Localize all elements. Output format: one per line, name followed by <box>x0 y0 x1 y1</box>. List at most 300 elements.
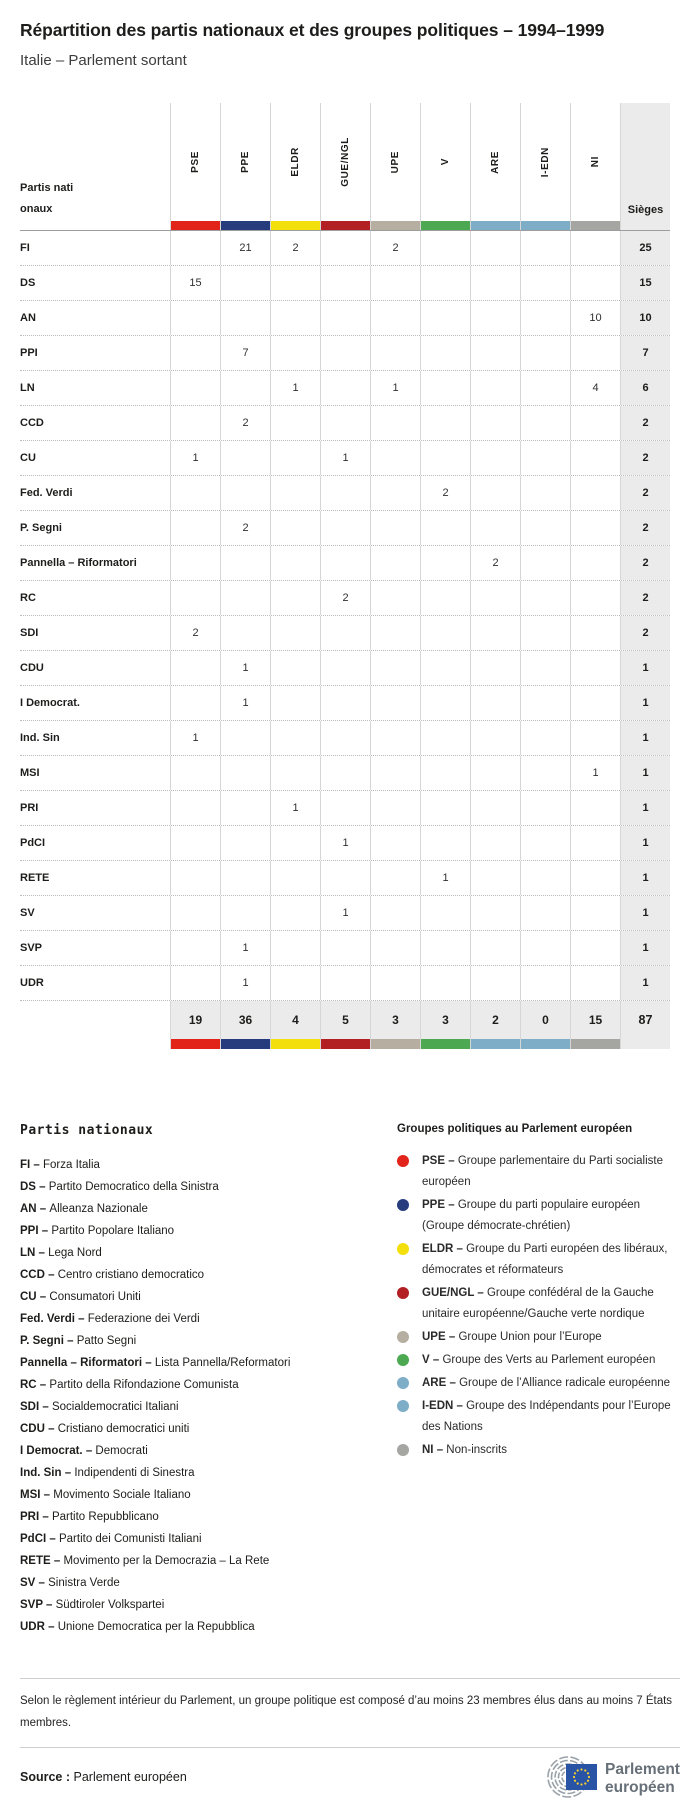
group-description <box>422 1327 602 1348</box>
groups-legend-heading: Groupes politiques au Parlement européen <box>397 1123 633 1135</box>
seats-cell: 2 <box>620 616 670 650</box>
group-color-dot-icon <box>397 1155 409 1167</box>
party-label: SV <box>20 907 35 919</box>
color-bar-are <box>470 221 520 230</box>
group-legend-item <box>397 1396 680 1438</box>
value-cell <box>520 336 570 370</box>
party-name: Consumatori Uniti <box>49 1291 141 1303</box>
value-cell <box>220 371 270 405</box>
value-cell <box>520 371 570 405</box>
party-legend-item <box>20 1264 361 1286</box>
value-cell: 2 <box>470 546 520 580</box>
value-cell <box>520 791 570 825</box>
party-name: Indipendenti di Sinestra <box>74 1467 195 1479</box>
source-line <box>20 1770 187 1784</box>
total-cell: 15 <box>570 1001 620 1039</box>
value-cell: 15 <box>170 266 220 300</box>
party-abbr: MSI – <box>20 1489 54 1501</box>
value-cell <box>570 616 620 650</box>
value-cell <box>420 896 470 930</box>
party-name: Lista Pannella/Reformatori <box>154 1357 291 1369</box>
value-cell <box>370 791 420 825</box>
table-row <box>20 930 670 965</box>
group-legend-item <box>397 1440 680 1461</box>
party-label: CCD <box>20 417 44 429</box>
value-cell <box>420 686 470 720</box>
party-abbr: I Democrat. – <box>20 1445 96 1457</box>
value-cell <box>570 721 620 755</box>
party-abbr: PdCI – <box>20 1533 59 1545</box>
value-cell: 2 <box>270 231 320 265</box>
value-cell <box>470 266 520 300</box>
value-cell <box>520 931 570 965</box>
party-name: Partito della Rifondazione Comunista <box>49 1379 239 1391</box>
value-cell <box>170 861 220 895</box>
value-cell <box>170 476 220 510</box>
value-cell <box>220 861 270 895</box>
value-cell <box>570 791 620 825</box>
column-header-v <box>420 103 470 221</box>
party-legend-item <box>20 1594 361 1616</box>
column-header-label: GUE/NGL <box>340 137 351 187</box>
party-abbr: P. Segni – <box>20 1335 77 1347</box>
table-row <box>20 650 670 685</box>
party-legend-item <box>20 1374 361 1396</box>
value-cell <box>420 721 470 755</box>
seats-cell: 1 <box>620 861 670 895</box>
value-cell <box>370 616 420 650</box>
table-row <box>20 440 670 475</box>
party-legend-item <box>20 1308 361 1330</box>
party-legend-item <box>20 1176 361 1198</box>
group-color-dot-icon <box>397 1199 409 1211</box>
value-cell <box>320 721 370 755</box>
value-cell <box>570 966 620 1000</box>
party-legend-item <box>20 1506 361 1528</box>
party-legend-item <box>20 1528 361 1550</box>
group-color-bar-top <box>20 221 670 231</box>
parties-legend-heading: Partis nationaux <box>20 1123 154 1138</box>
table-row <box>20 720 670 755</box>
value-cell <box>570 336 620 370</box>
color-bar-guengl <box>320 221 370 230</box>
party-label: SDI <box>20 627 39 639</box>
party-name: Lega Nord <box>48 1247 102 1259</box>
value-cell <box>270 616 320 650</box>
group-legend-item <box>397 1283 680 1325</box>
logo-text-line2: européen <box>605 1779 675 1796</box>
value-cell <box>170 966 220 1000</box>
party-label: CDU <box>20 662 44 674</box>
party-legend-item <box>20 1330 361 1352</box>
source-label: Source : <box>20 1770 71 1784</box>
color-bar-v <box>420 221 470 230</box>
value-cell: 1 <box>220 686 270 720</box>
value-cell <box>170 546 220 580</box>
value-cell <box>420 546 470 580</box>
party-label: CU <box>20 452 36 464</box>
groups-legend-list <box>397 1151 680 1461</box>
group-name: Groupe des Verts au Parlement européen <box>442 1354 656 1366</box>
value-cell <box>220 546 270 580</box>
value-cell <box>470 231 520 265</box>
value-cell <box>570 546 620 580</box>
value-cell <box>370 336 420 370</box>
value-cell <box>170 336 220 370</box>
value-cell <box>420 756 470 790</box>
party-legend-item <box>20 1286 361 1308</box>
parties-legend-list <box>20 1154 361 1638</box>
value-cell <box>420 441 470 475</box>
table-row <box>20 825 670 860</box>
seats-cell: 1 <box>620 791 670 825</box>
party-name: Partito Repubblicano <box>51 1511 159 1523</box>
group-abbr: NI – <box>422 1444 447 1456</box>
value-cell: 2 <box>420 476 470 510</box>
value-cell <box>220 896 270 930</box>
value-cell <box>320 231 370 265</box>
table-row <box>20 475 670 510</box>
group-name: Groupe confédéral de la Gauche unitaire européenne/Gauche verte nordique <box>422 1287 654 1320</box>
value-cell <box>520 406 570 440</box>
party-legend-item <box>20 1352 361 1374</box>
total-cell: 19 <box>170 1001 220 1039</box>
seats-cell: 6 <box>620 371 670 405</box>
value-cell <box>220 616 270 650</box>
value-cell <box>170 756 220 790</box>
value-cell <box>270 476 320 510</box>
group-legend-item <box>397 1373 680 1394</box>
bar-spacer <box>20 1039 170 1049</box>
party-legend-item <box>20 1484 361 1506</box>
value-cell <box>370 301 420 335</box>
party-abbr: SVP – <box>20 1599 56 1611</box>
party-legend-item <box>20 1198 361 1220</box>
value-cell <box>370 546 420 580</box>
party-abbr: FI – <box>20 1159 44 1171</box>
value-cell: 2 <box>220 511 270 545</box>
value-cell <box>220 301 270 335</box>
party-name: Socialdemocratici Italiani <box>51 1401 179 1413</box>
value-cell <box>170 406 220 440</box>
value-cell: 2 <box>320 581 370 615</box>
group-abbr: ELDR – <box>422 1243 467 1255</box>
seats-cell: 1 <box>620 756 670 790</box>
value-cell <box>420 651 470 685</box>
page-subtitle: Italie – Parlement sortant <box>20 52 187 69</box>
value-cell: 1 <box>170 441 220 475</box>
party-legend-item <box>20 1440 361 1462</box>
source-value: Parlement européen <box>73 1770 187 1784</box>
seats-cell: 1 <box>620 651 670 685</box>
value-cell <box>420 406 470 440</box>
column-header-eldr <box>270 103 320 221</box>
value-cell <box>520 476 570 510</box>
party-abbr: PPI – <box>20 1225 52 1237</box>
totals-row <box>20 1000 670 1039</box>
value-cell <box>420 266 470 300</box>
party-abbr: SV – <box>20 1577 49 1589</box>
group-description <box>422 1195 680 1237</box>
value-cell <box>270 861 320 895</box>
group-description <box>422 1283 680 1325</box>
value-cell <box>370 966 420 1000</box>
value-cell <box>470 476 520 510</box>
value-cell <box>520 581 570 615</box>
value-cell <box>570 931 620 965</box>
column-header-label: PSE <box>190 151 201 173</box>
value-cell: 1 <box>220 651 270 685</box>
value-cell <box>470 441 520 475</box>
color-bar-eldr <box>270 221 320 230</box>
party-name: Forza Italia <box>43 1159 100 1171</box>
group-name: Groupe Union pour l’Europe <box>458 1331 602 1343</box>
value-cell <box>570 651 620 685</box>
value-cell <box>320 546 370 580</box>
table-row <box>20 510 670 545</box>
value-cell <box>170 651 220 685</box>
seats-cell: 2 <box>620 581 670 615</box>
column-header-label: ELDR <box>290 147 301 177</box>
total-cell: 5 <box>320 1001 370 1039</box>
party-label: UDR <box>20 977 44 989</box>
column-header-ppe <box>220 103 270 221</box>
row-header-label: Partis nationaux <box>20 182 74 215</box>
total-cell: 36 <box>220 1001 270 1039</box>
value-cell <box>370 896 420 930</box>
value-cell <box>320 371 370 405</box>
party-label: RETE <box>20 872 50 884</box>
value-cell <box>370 931 420 965</box>
column-header-label: NI <box>590 156 601 168</box>
party-abbr: DS – <box>20 1181 49 1193</box>
table-row <box>20 895 670 930</box>
value-cell <box>420 371 470 405</box>
party-name: Sinistra Verde <box>48 1577 120 1589</box>
value-cell <box>370 861 420 895</box>
column-header-pse <box>170 103 220 221</box>
value-cell <box>570 266 620 300</box>
value-cell <box>170 371 220 405</box>
party-legend-item <box>20 1396 361 1418</box>
eu-flag-icon <box>566 1764 597 1790</box>
value-cell <box>170 301 220 335</box>
value-cell <box>470 721 520 755</box>
group-abbr: GUE/NGL – <box>422 1287 487 1299</box>
value-cell <box>320 861 370 895</box>
table-row <box>20 965 670 1000</box>
group-color-bar-bottom <box>20 1039 670 1049</box>
value-cell <box>370 721 420 755</box>
group-color-dot-icon <box>397 1243 409 1255</box>
table-row <box>20 790 670 825</box>
value-cell <box>470 616 520 650</box>
party-label: DS <box>20 277 36 289</box>
party-label: I Democrat. <box>20 697 80 709</box>
footer <box>20 1748 680 1818</box>
value-cell: 21 <box>220 231 270 265</box>
value-cell <box>370 441 420 475</box>
totals-spacer <box>20 1001 170 1039</box>
color-bar-pse <box>170 221 220 230</box>
value-cell <box>520 266 570 300</box>
value-cell <box>220 826 270 860</box>
value-cell: 1 <box>570 756 620 790</box>
value-cell <box>470 511 520 545</box>
value-cell <box>270 651 320 685</box>
value-cell <box>320 406 370 440</box>
group-description <box>422 1350 655 1371</box>
table-row <box>20 685 670 720</box>
party-label: PPI <box>20 347 38 359</box>
color-bar-pse <box>170 1039 220 1049</box>
party-abbr: Pannella – Riformatori – <box>20 1357 155 1369</box>
value-cell <box>370 476 420 510</box>
group-name: Non-inscrits <box>446 1444 508 1456</box>
value-cell <box>520 756 570 790</box>
group-color-dot-icon <box>397 1287 409 1299</box>
value-cell <box>270 581 320 615</box>
group-color-dot-icon <box>397 1444 409 1456</box>
seats-header-cell <box>620 103 670 221</box>
value-cell <box>520 861 570 895</box>
value-cell <box>520 441 570 475</box>
seats-cell: 1 <box>620 686 670 720</box>
party-abbr: UDR – <box>20 1621 58 1633</box>
value-cell <box>270 966 320 1000</box>
party-name: Partito Democratico della Sinistra <box>48 1181 219 1193</box>
value-cell <box>570 686 620 720</box>
value-cell <box>270 826 320 860</box>
value-cell <box>420 966 470 1000</box>
group-description <box>422 1373 670 1394</box>
party-name: Südtiroler Volkspartei <box>55 1599 165 1611</box>
value-cell <box>520 301 570 335</box>
party-label: P. Segni <box>20 522 62 534</box>
party-abbr: SDI – <box>20 1401 52 1413</box>
party-label: PdCI <box>20 837 46 849</box>
value-cell <box>220 266 270 300</box>
value-cell <box>270 266 320 300</box>
total-cell: 3 <box>370 1001 420 1039</box>
value-cell: 2 <box>220 406 270 440</box>
column-header-label: ARE <box>490 150 501 174</box>
value-cell <box>320 756 370 790</box>
party-legend-item <box>20 1154 361 1176</box>
value-cell <box>420 826 470 860</box>
party-abbr: CDU – <box>20 1423 58 1435</box>
value-cell <box>520 651 570 685</box>
value-cell <box>570 231 620 265</box>
column-header-label: V <box>440 158 451 166</box>
value-cell: 2 <box>370 231 420 265</box>
column-header-label: PPE <box>240 151 251 173</box>
table-row <box>20 580 670 615</box>
value-cell <box>320 966 370 1000</box>
party-name: Cristiano democratici uniti <box>57 1423 190 1435</box>
group-abbr: ARE – <box>422 1377 460 1389</box>
column-header-guengl <box>320 103 370 221</box>
value-cell <box>170 896 220 930</box>
value-cell <box>170 826 220 860</box>
column-header-label: UPE <box>390 150 401 174</box>
table-row <box>20 860 670 895</box>
group-color-dot-icon <box>397 1331 409 1343</box>
value-cell <box>470 826 520 860</box>
party-name: Partito Popolare Italiano <box>51 1225 175 1237</box>
value-cell <box>520 966 570 1000</box>
value-cell <box>520 616 570 650</box>
color-bar-ni <box>570 221 620 230</box>
value-cell: 1 <box>270 791 320 825</box>
seats-cell: 2 <box>620 511 670 545</box>
footnote-text: Selon le règlement intérieur du Parlement, un groupe politique est composé d’au moins 23 membres élus dans au moins 7 États membres. <box>20 1695 673 1729</box>
table-row <box>20 545 670 580</box>
group-abbr: PPE – <box>422 1199 458 1211</box>
party-legend-item <box>20 1242 361 1264</box>
group-name: Groupe parlementaire du Parti socialiste européen <box>422 1155 663 1188</box>
value-cell: 7 <box>220 336 270 370</box>
table-header-row <box>20 103 670 221</box>
value-cell <box>320 651 370 685</box>
value-cell <box>420 616 470 650</box>
party-label: SVP <box>20 942 43 954</box>
color-bar-ni <box>570 1039 620 1049</box>
party-legend-item <box>20 1572 361 1594</box>
table-row <box>20 231 670 265</box>
party-name: Centro cristiano democratico <box>57 1269 205 1281</box>
value-cell <box>470 686 520 720</box>
value-cell <box>570 406 620 440</box>
total-cell: 0 <box>520 1001 570 1039</box>
value-cell: 1 <box>220 931 270 965</box>
value-cell <box>570 511 620 545</box>
value-cell <box>170 686 220 720</box>
value-cell <box>420 336 470 370</box>
value-cell <box>270 406 320 440</box>
value-cell: 1 <box>320 826 370 860</box>
value-cell <box>270 546 320 580</box>
value-cell <box>570 861 620 895</box>
value-cell <box>470 896 520 930</box>
table-row <box>20 755 670 790</box>
group-abbr: I-EDN – <box>422 1400 467 1412</box>
value-cell <box>420 791 470 825</box>
value-cell <box>320 791 370 825</box>
value-cell <box>470 861 520 895</box>
color-bar-ppe <box>220 1039 270 1049</box>
party-legend-item <box>20 1550 361 1572</box>
value-cell <box>420 301 470 335</box>
table-row <box>20 300 670 335</box>
bar-spacer <box>20 221 170 230</box>
value-cell <box>220 791 270 825</box>
party-abbr: LN – <box>20 1247 49 1259</box>
value-cell <box>520 546 570 580</box>
group-description <box>422 1440 507 1461</box>
group-legend-item <box>397 1195 680 1237</box>
group-name: Groupe de l’Alliance radicale européenne <box>459 1377 671 1389</box>
value-cell <box>520 231 570 265</box>
party-abbr: CU – <box>20 1291 50 1303</box>
party-name: Movimento Sociale Italiano <box>53 1489 191 1501</box>
table-row <box>20 405 670 440</box>
value-cell: 1 <box>320 896 370 930</box>
groups-legend <box>397 1123 680 1638</box>
logo-text-line1: Parlement <box>605 1761 680 1778</box>
group-legend-item <box>397 1239 680 1281</box>
party-abbr: Fed. Verdi – <box>20 1313 88 1325</box>
